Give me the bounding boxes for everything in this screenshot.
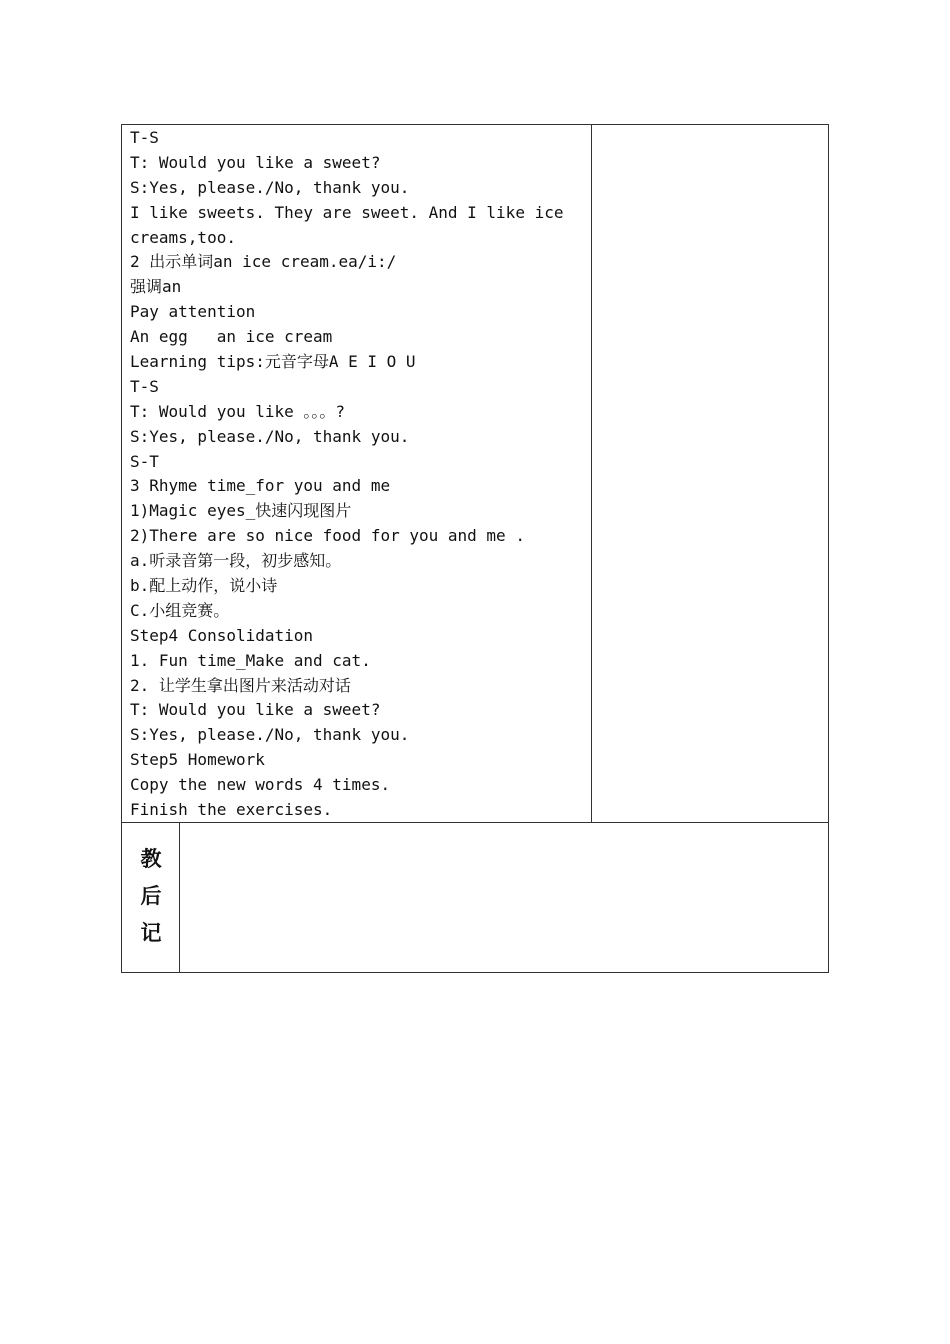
- procedure-row: [122, 125, 828, 823]
- procedure-line: b.配上动作，说小诗: [130, 576, 278, 596]
- procedure-line: 强调an: [130, 277, 182, 297]
- reflection-row: [122, 823, 828, 972]
- procedure-line: 1)Magic eyes_快速闪现图片: [130, 501, 352, 521]
- procedure-line: T-S: [130, 376, 159, 396]
- procedure-lines: [130, 126, 584, 823]
- notes-cell: [592, 125, 828, 822]
- procedure-line: 2)There are so nice food for you and me .: [130, 526, 525, 546]
- procedure-line: Step5 Homework: [130, 750, 265, 770]
- procedure-line: Finish the exercises.: [130, 800, 333, 820]
- procedure-line: 3 Rhyme time_for you and me: [130, 476, 391, 496]
- procedure-line: S:Yes, please./No, thank you.: [130, 177, 410, 197]
- procedure-line: Copy the new words 4 times.: [130, 775, 391, 795]
- reflection-label-char: 记: [140, 920, 162, 945]
- procedure-line: T: Would you like a sweet?: [130, 700, 381, 720]
- procedure-line: S:Yes, please./No, thank you.: [130, 725, 410, 745]
- procedure-line: 2. 让学生拿出图片来活动对话: [130, 675, 351, 695]
- procedure-line: T-S: [130, 128, 159, 147]
- procedure-line: T: Would you like a sweet?: [130, 152, 381, 172]
- teaching-procedure-cell: [122, 125, 592, 822]
- procedure-line: I like sweets. They are sweet. And I like ice: [130, 202, 564, 222]
- procedure-line: 2 出示单词an ice cream.ea/i:/: [130, 252, 397, 272]
- procedure-line: S:Yes, please./No, thank you.: [130, 426, 410, 446]
- reflection-content-cell: [180, 823, 828, 972]
- procedure-line: Step4 Consolidation: [130, 625, 314, 645]
- procedure-line: C.小组竞赛。: [130, 600, 230, 620]
- lesson-plan-table: [121, 124, 829, 973]
- procedure-line: An egg an ice cream: [130, 327, 333, 347]
- procedure-line: Pay attention: [130, 302, 256, 322]
- procedure-line: Learning tips:元音字母A E I O U: [130, 352, 416, 372]
- reflection-label-cell: [122, 823, 180, 972]
- reflection-label-char: 后: [140, 883, 162, 908]
- procedure-line: 1. Fun time_Make and cat.: [130, 650, 371, 670]
- procedure-line: creams,too.: [130, 227, 236, 247]
- reflection-label-char: 教: [140, 846, 162, 871]
- procedure-line: T: Would you like 。。。?: [130, 401, 346, 421]
- procedure-line: a.听录音第一段，初步感知。: [130, 551, 342, 571]
- procedure-line: S-T: [130, 451, 159, 471]
